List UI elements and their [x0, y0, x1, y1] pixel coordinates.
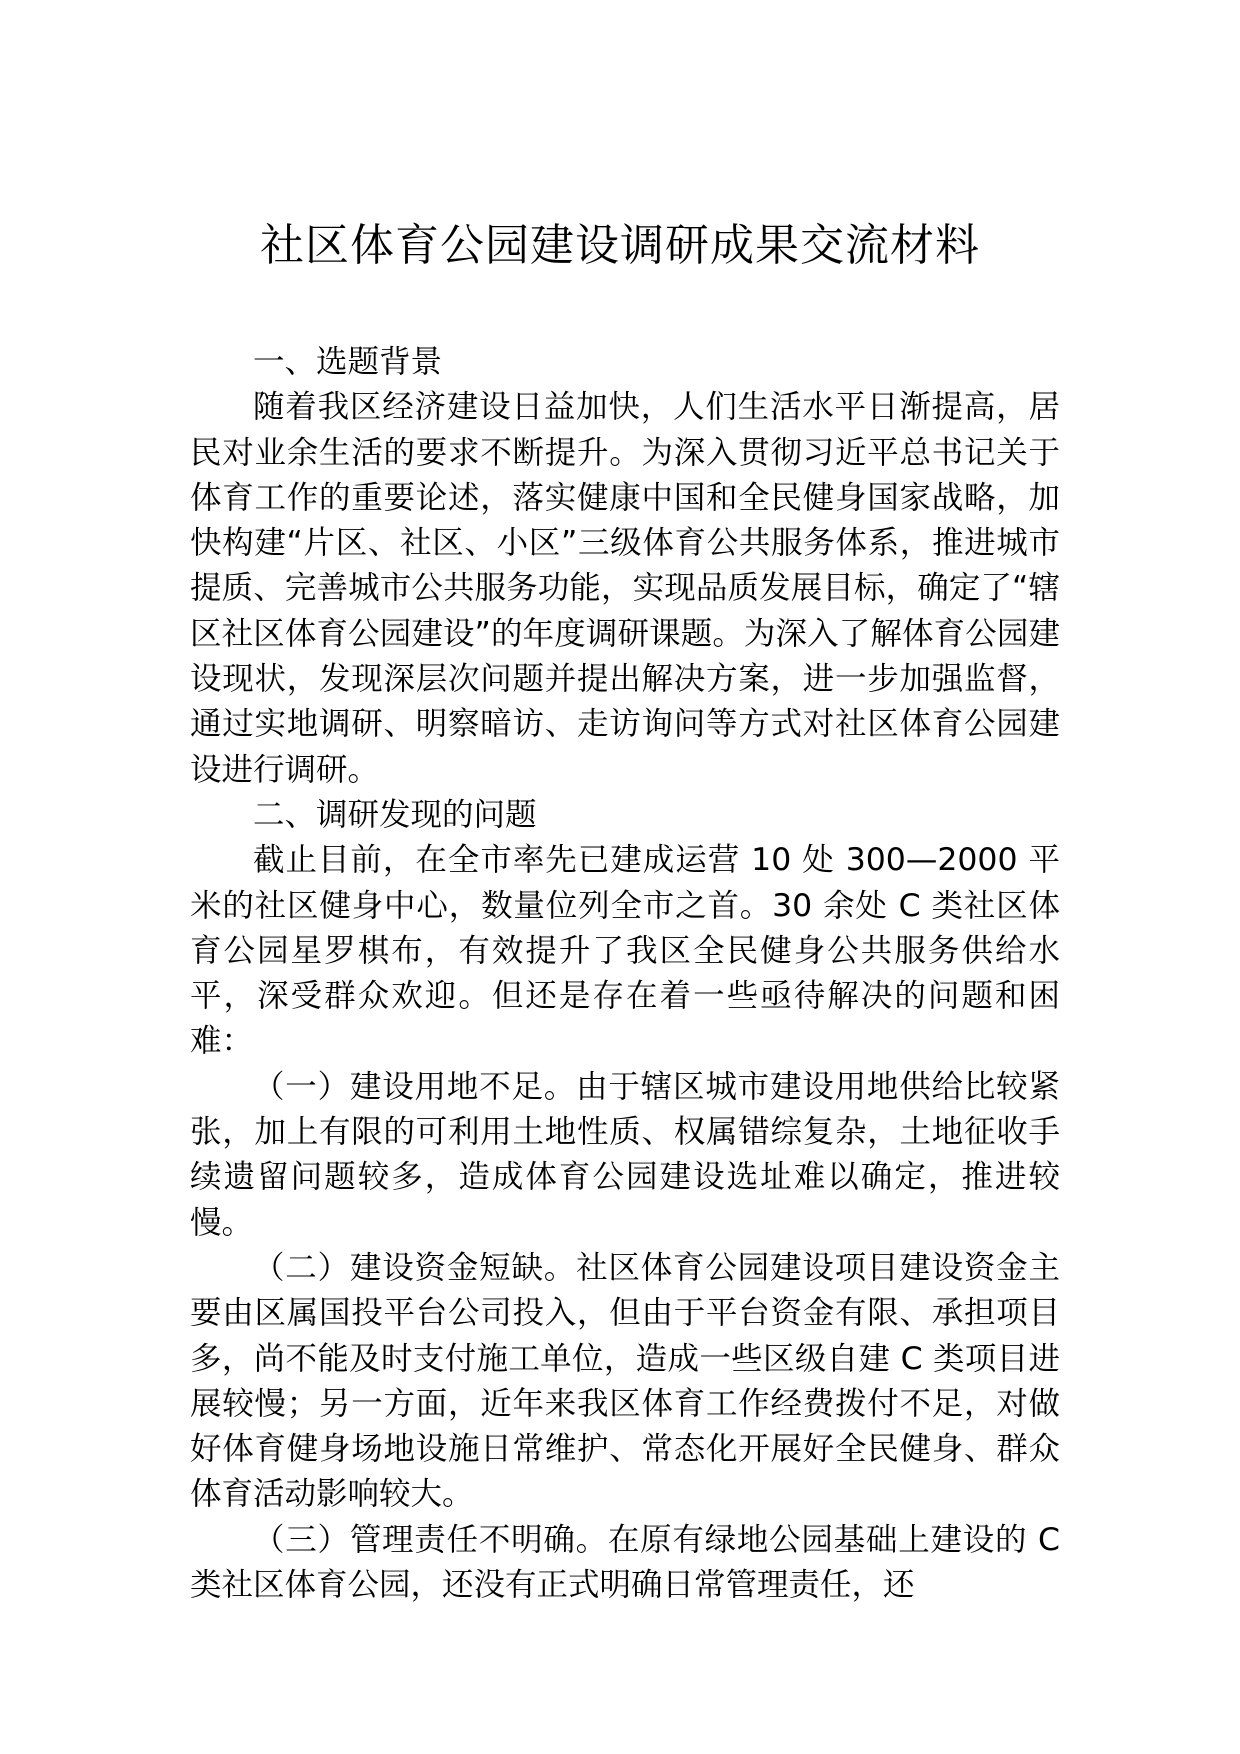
- paragraph-problem-funding: （二）建设资金短缺。社区体育公园建设项目建设资金主要由区属国投平台公司投入，但由于平台资金有限、承担项目多，尚不能及时支付施工单位，造成一些区级自建 C 类项目进展较慢；另一方面，近年来我区体育工作经费拨付不足，对做好体育健身场地设施日常维护、常态化开展好全民健身、群众体育活动影响较大。: [190, 1249, 1060, 1513]
- document-title: 社区体育公园建设调研成果交流材料: [260, 220, 980, 271]
- section-heading-problems: 二、调研发现的问题: [253, 796, 537, 833]
- paragraph-current-status: 截止目前，在全市率先已建成运营 10 处 300—2000 平米的社区健身中心，数量位列全市之首。30 余处 C 类社区体育公园星罗棋布，有效提升了我区全民健身公共服务供给水平，深受群众欢迎。但还是存在着一些亟待解决的问题和困难：: [190, 842, 1060, 1060]
- paragraph-problem-land: （一）建设用地不足。由于辖区城市建设用地供给比较紧张，加上有限的可利用土地性质、权属错综复杂，土地征收手续遗留问题较多，造成体育公园建设选址难以确定，推进较慢。: [190, 1068, 1060, 1241]
- document-body: [190, 340, 1060, 1608]
- paragraph-background: 随着我区经济建设日益加快，人们生活水平日渐提高，居民对业余生活的要求不断提升。为深入贯彻习近平总书记关于体育工作的重要论述，落实健康中国和全民健身国家战略，加快构建“片区、社区、小区”三级体育公共服务体系，推进城市提质、完善城市公共服务功能，实现品质发展目标，确定了“辖区社区体育公园建设”的年度调研课题。为深入了解体育公园建设现状，发现深层次问题并提出解决方案，进一步加强监督，通过实地调研、明察暗访、走访询问等方式对社区体育公园建设进行调研。: [190, 389, 1060, 788]
- paragraph-problem-management: （三）管理责任不明确。在原有绿地公园基础上建设的 C 类社区体育公园，还没有正式明确日常管理责任，还: [190, 1521, 1060, 1604]
- section-heading-background: 一、选题背景: [253, 344, 443, 380]
